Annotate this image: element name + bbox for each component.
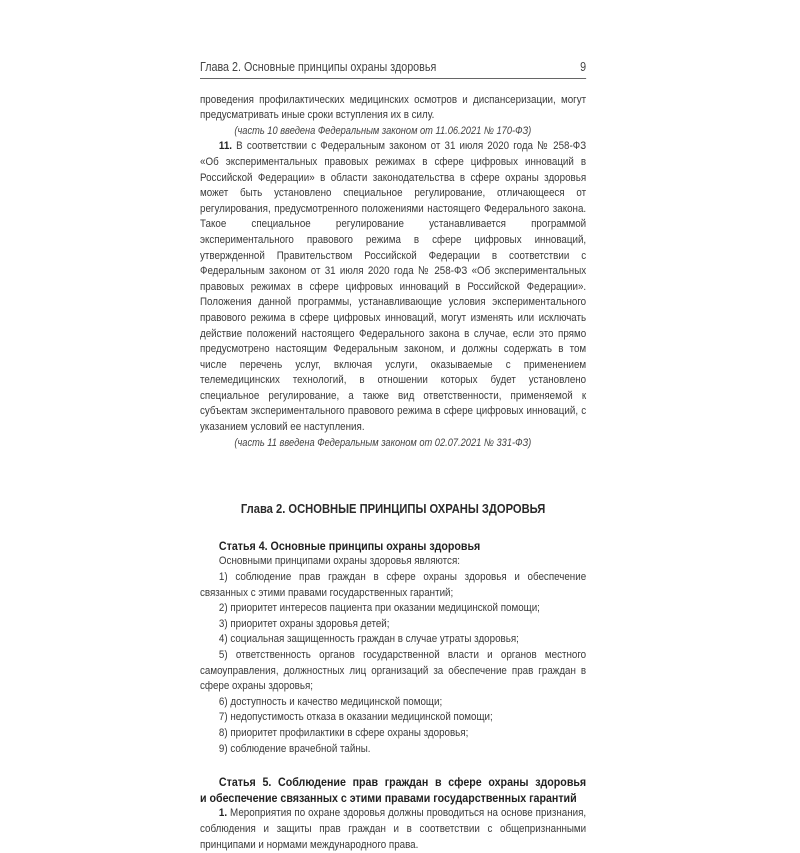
article-5-part-1 bbox=[200, 806, 586, 853]
principle-item: 3) приоритет охраны здоровья детей; bbox=[218, 617, 390, 630]
amendment-note-part-11: (часть 11 введена Федеральным законом от 02.07.2021 № 331-ФЗ) bbox=[234, 436, 532, 449]
continuation-paragraph: проведения профилактических медицинских осмотров и диспансеризации, могут предусматривать иные сроки вступления их в силу. bbox=[200, 93, 587, 122]
principle-item: 8) приоритет профилактики в сфере охраны здоровья; bbox=[218, 726, 469, 739]
article-4-title: Статья 4. Основные принципы охраны здоровья bbox=[218, 538, 481, 553]
principle-item: 6) доступность и качество медицинской помощи; bbox=[218, 695, 443, 708]
chapter-title: Глава 2. ОСНОВНЫЕ ПРИНЦИПЫ ОХРАНЫ ЗДОРОВЬЯ bbox=[240, 501, 546, 517]
article-4-intro: Основными принципами охраны здоровья являются: bbox=[218, 555, 460, 568]
running-head-title: Глава 2. Основные принципы охраны здоровья bbox=[200, 60, 437, 74]
part-11-paragraph bbox=[200, 139, 586, 435]
principle-item: 4) социальная защищенность граждан в случае утраты здоровья; bbox=[218, 633, 519, 646]
principle-item: 5) ответственность органов государственной власти и органов местного самоуправления, должностных лиц организаций за обеспечение прав граждан в сфере охраны здоровья; bbox=[200, 649, 587, 693]
article-5-title-line-1: Статья 5. Соблюдение прав граждан в сфере охраны здоровья bbox=[218, 775, 587, 790]
article-5-title-line-2: и обеспечение связанных с этими правами государственных гарантий bbox=[200, 790, 577, 805]
principle-item: 9) соблюдение врачебной тайны. bbox=[218, 742, 371, 755]
page-number: 9 bbox=[580, 60, 587, 74]
part-11-text: В соответствии с Федеральным законом от 31 июля 2020 года № 258-ФЗ «Об экспериментальных правовых режимах в сфере цифровых инноваций в Российской Федерации» в области законодательства в сфере охраны здоровья может быть установлено специальное регулирование, отличающееся от регулирования, предусмотренного положениями настоящего Федерального закона. Такое специальное регулирование устанавливается программой экспериментального правового режима в сфере цифровых инноваций, утвержденной Правительством Российской Федерации в соответствии с Федеральным законом от 31 июля 2020 года № 258-ФЗ «Об экспериментальных правовых режимах в сфере цифровых инноваций в Российской Федерации». Положения данной программы, устанавливающие условия экспериментального правового режима в сфере цифровых инноваций, могут изменять или исключать действие положений настоящего Федерального закона в случае, если это прямо предусмотрено настоящим Федеральным законом, и должны содержать в том числе перечень услуг, включая услуги, оказываемые с применением телемедицинских технологий, в отношении которых будет установлено специальное регулирование, а также вид ответственности, применяемой к субъектам экспериментального правового режима в сфере цифровых инноваций, с указанием условий ее наступления. bbox=[200, 140, 587, 434]
principle-item: 1) соблюдение прав граждан в сфере охраны здоровья и обеспечение связанных с этими правами государственных гарантий; bbox=[200, 571, 587, 599]
amendment-note-part-10: (часть 10 введена Федеральным законом от 11.06.2021 № 170-ФЗ) bbox=[234, 124, 532, 137]
article-5-part-1-number: 1. bbox=[218, 807, 228, 820]
book-page bbox=[200, 60, 586, 853]
principle-item: 7) недопустимость отказа в оказании медицинской помощи; bbox=[218, 711, 493, 724]
running-head bbox=[200, 60, 586, 79]
article-5-part-1-text: Мероприятия по охране здоровья должны проводиться на основе признания, соблюдения и защиты прав граждан и в соответствии с общепризнанными принципами и нормами международного права. bbox=[200, 807, 587, 851]
part-11-number: 11. bbox=[218, 140, 233, 153]
principle-item: 2) приоритет интересов пациента при оказании медицинской помощи; bbox=[218, 602, 540, 615]
